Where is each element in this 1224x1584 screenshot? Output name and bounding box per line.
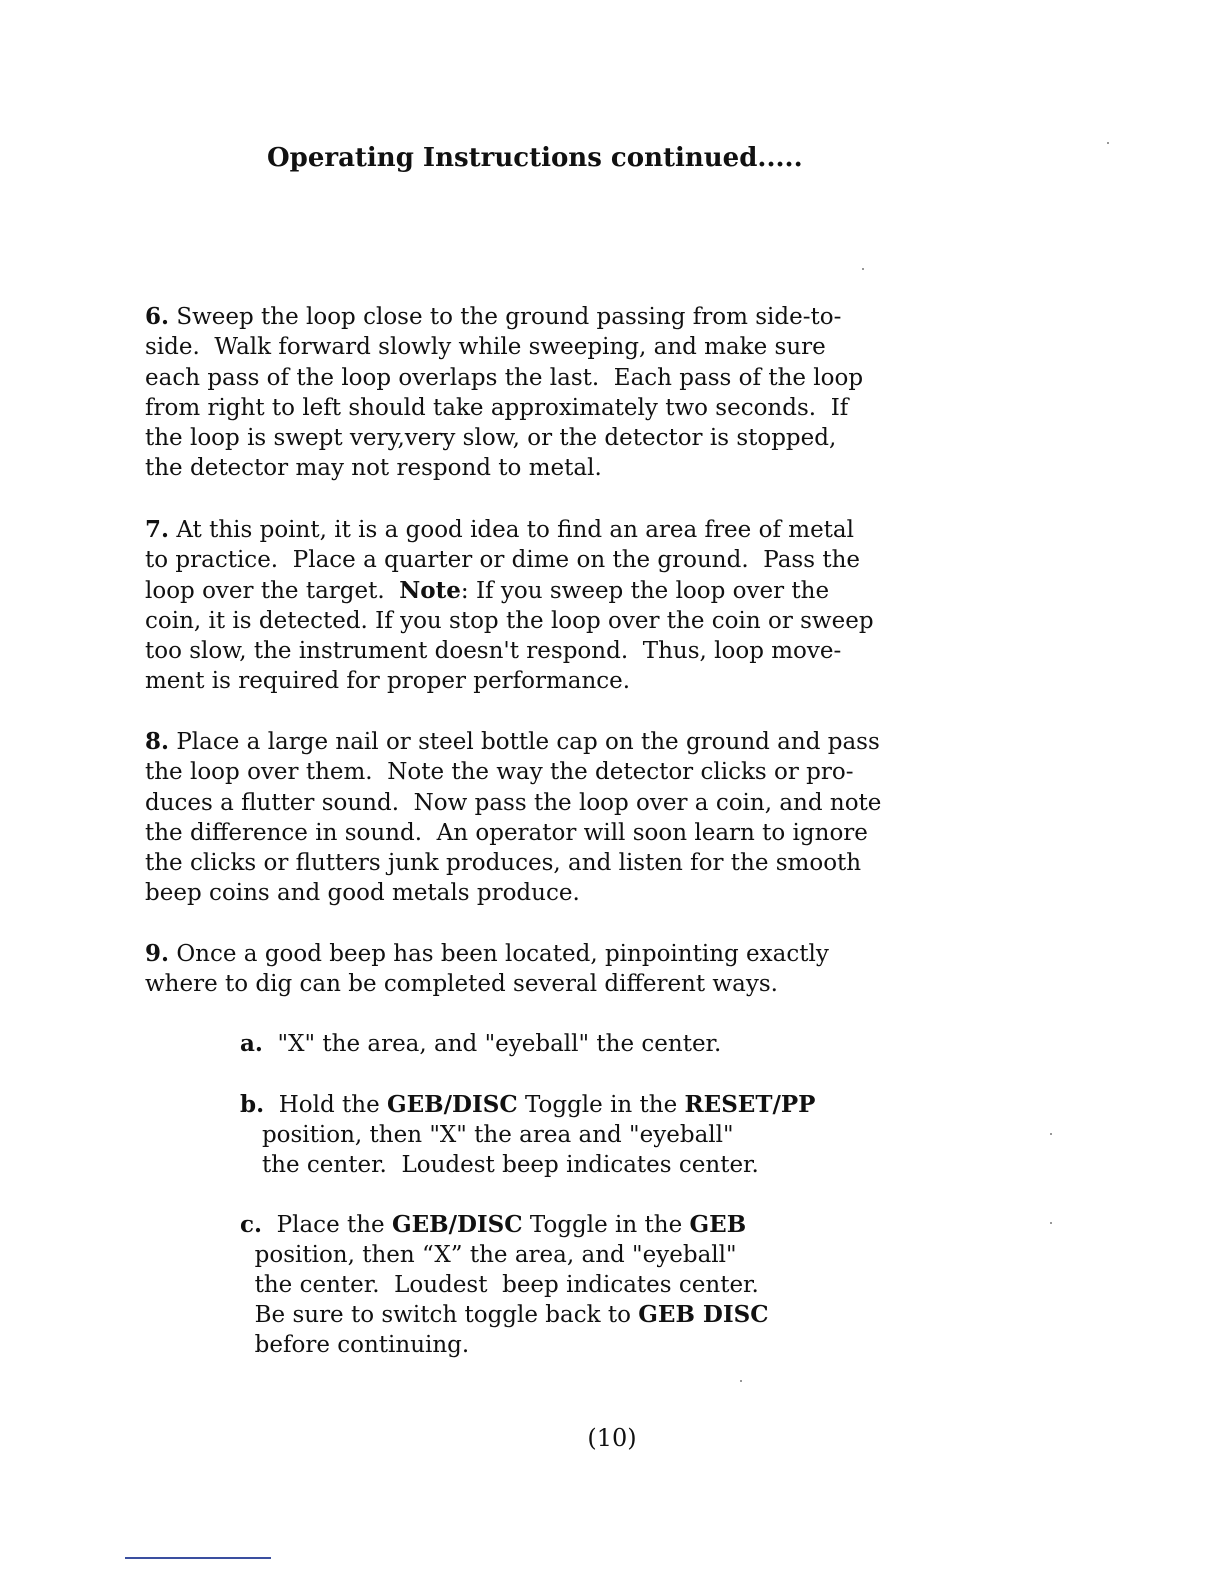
text-line: before continuing.: [254, 1332, 470, 1358]
text-line: duces a flutter sound. Now pass the loop over a coin, and note: [145, 789, 882, 816]
text-line: position, then “X” the area, and "eyeball": [254, 1242, 737, 1268]
toggle-label: GEB DISC: [638, 1301, 769, 1328]
text-line: loop over the target.: [145, 577, 400, 604]
item-number: 7.: [145, 516, 170, 543]
text-line: side. Walk forward slowly while sweeping, and make sure: [145, 334, 826, 361]
scan-speck: [1107, 142, 1109, 144]
text-line: to practice. Place a quarter or dime on the ground. Pass the: [145, 547, 861, 574]
text-line: beep coins and good metals produce.: [145, 880, 580, 907]
text-line: where to dig can be completed several different ways.: [145, 971, 778, 998]
item-number: 9.: [145, 940, 170, 967]
scan-speck: [740, 1380, 742, 1382]
instruction-8: [145, 727, 995, 909]
text-line: "X" the area, and "eyeball" the center.: [277, 1031, 722, 1057]
subitem-letter: c.: [240, 1211, 263, 1238]
note-label: Note: [399, 576, 461, 604]
text-line: At this point, it is a good idea to find an area free of metal: [176, 517, 854, 543]
scan-speck: [1050, 1222, 1052, 1224]
instruction-7: [145, 515, 995, 697]
text-line: : If you sweep the loop over the: [460, 577, 830, 604]
text-line: too slow, the instrument doesn't respond. Thus, loop move-: [145, 638, 842, 665]
scan-artifact-line: [125, 1557, 271, 1559]
text-line: the center. Loudest beep indicates center.: [254, 1272, 759, 1298]
text-fragment: Place the: [276, 1212, 392, 1238]
scan-speck: [862, 268, 864, 270]
text-line: the difference in sound. An operator will soon learn to ignore: [145, 819, 868, 846]
text-line: each pass of the loop overlaps the last. Each pass of the loop: [145, 364, 864, 391]
text-line: from right to left should take approximately two seconds. If: [145, 394, 849, 421]
toggle-label: GEB/DISC: [387, 1091, 518, 1118]
text-fragment: Toggle in the: [522, 1212, 690, 1238]
subitem-a: [240, 1029, 721, 1059]
page-number: (10): [587, 1424, 637, 1452]
position-label: RESET/PP: [684, 1091, 816, 1118]
text-fragment: Be sure to switch toggle back to: [254, 1302, 639, 1328]
text-line: coin, it is detected. If you stop the loop over the coin or sweep: [145, 607, 874, 634]
text-line: ment is required for proper performance.: [145, 668, 631, 695]
subitem-c: [240, 1210, 769, 1360]
toggle-label: GEB/DISC: [391, 1211, 523, 1238]
text-line: the loop is swept very,very slow, or the detector is stopped,: [145, 425, 837, 452]
text-line: Sweep the loop close to the ground passing from side-to-: [176, 304, 842, 330]
page-title: Operating Instructions continued.....: [267, 143, 803, 173]
subitem-letter: b.: [240, 1091, 265, 1118]
text-line: the detector may not respond to metal.: [145, 455, 602, 482]
instruction-9: [145, 939, 995, 1000]
text-line: position, then "X" the area and "eyeball": [261, 1122, 734, 1148]
subitem-letter: a.: [240, 1030, 263, 1057]
text-fragment: Toggle in the: [517, 1092, 685, 1118]
item-number: 6.: [145, 303, 170, 330]
subitem-b: [240, 1090, 815, 1180]
text-line: Once a good beep has been located, pinpointing exactly: [176, 941, 829, 967]
text-line: Place a large nail or steel bottle cap on the ground and pass: [176, 729, 880, 755]
position-label: GEB: [689, 1211, 747, 1238]
scan-speck: [1050, 1133, 1052, 1135]
text-line: the loop over them. Note the way the detector clicks or pro-: [145, 759, 854, 786]
item-number: 8.: [145, 728, 170, 755]
text-line: the center. Loudest beep indicates center.: [261, 1152, 759, 1178]
text-line: the clicks or flutters junk produces, and listen for the smooth: [145, 850, 862, 877]
text-fragment: Hold the: [278, 1092, 387, 1118]
instruction-6: [145, 302, 995, 484]
